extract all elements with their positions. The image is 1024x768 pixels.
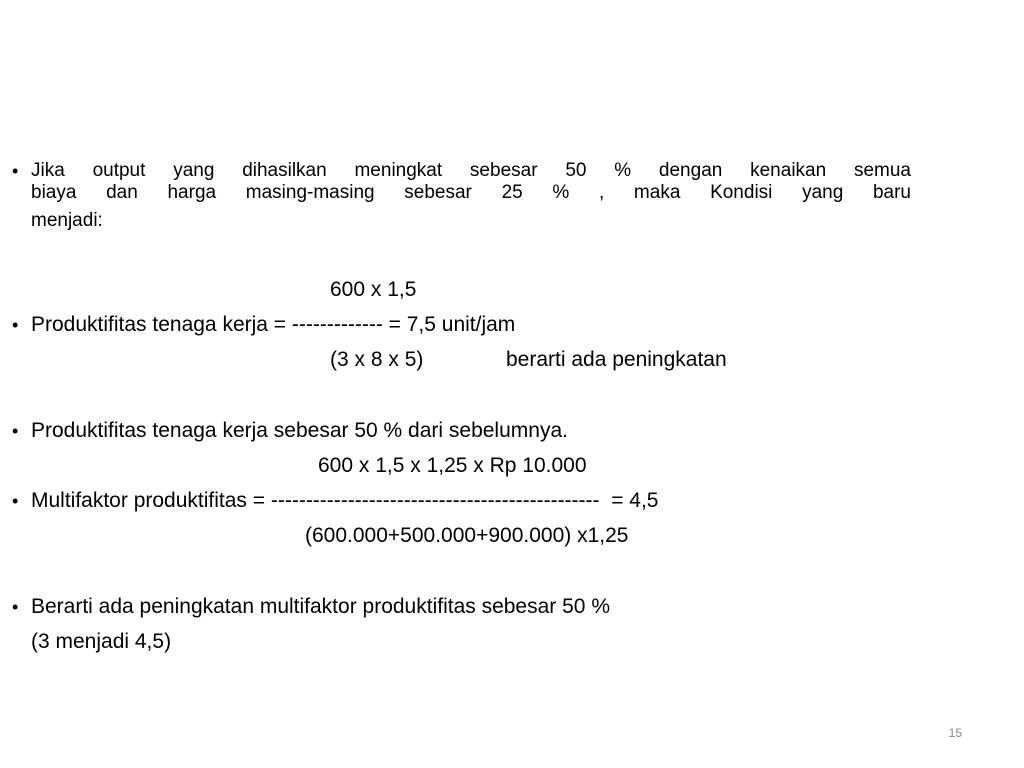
- labor-productivity-formula: Produktifitas tenaga kerja = ------------- = 7,5 unit/jam: [31, 313, 516, 336]
- multifactor-productivity-formula: Multifaktor produktifitas = ----------------------------------------------- = 4,5: [31, 489, 659, 512]
- bullet-4: •: [12, 491, 19, 511]
- labor-productivity-note: berarti ada peningkatan: [506, 348, 727, 371]
- bullet-1: •: [12, 161, 19, 181]
- multifactor-productivity-denominator: (600.000+500.000+900.000) x1,25: [305, 524, 629, 547]
- bullet-5: •: [12, 597, 19, 617]
- paragraph-1-line-2: biaya dan harga masing-masing sebesar 25 % , maka Kondisi yang baru: [31, 182, 911, 203]
- labor-productivity-conclusion: Produktifitas tenaga kerja sebesar 50 % dari sebelumnya.: [31, 419, 568, 442]
- paragraph-1-line-3: menjadi:: [31, 210, 103, 231]
- bullet-2: •: [12, 315, 19, 335]
- labor-productivity-denominator: (3 x 8 x 5): [330, 348, 424, 371]
- multifactor-conclusion-continuation: (3 menjadi 4,5): [31, 630, 172, 653]
- labor-productivity-numerator: 600 x 1,5: [330, 278, 417, 301]
- multifactor-conclusion: Berarti ada peningkatan multifaktor produktifitas sebesar 50 %: [31, 595, 610, 618]
- paragraph-1-line-1: Jika output yang dihasilkan meningkat sebesar 50 % dengan kenaikan semua: [31, 160, 911, 181]
- page-number: 15: [948, 726, 962, 740]
- multifactor-productivity-numerator: 600 x 1,5 x 1,25 x Rp 10.000: [318, 454, 587, 477]
- bullet-3: •: [12, 421, 19, 441]
